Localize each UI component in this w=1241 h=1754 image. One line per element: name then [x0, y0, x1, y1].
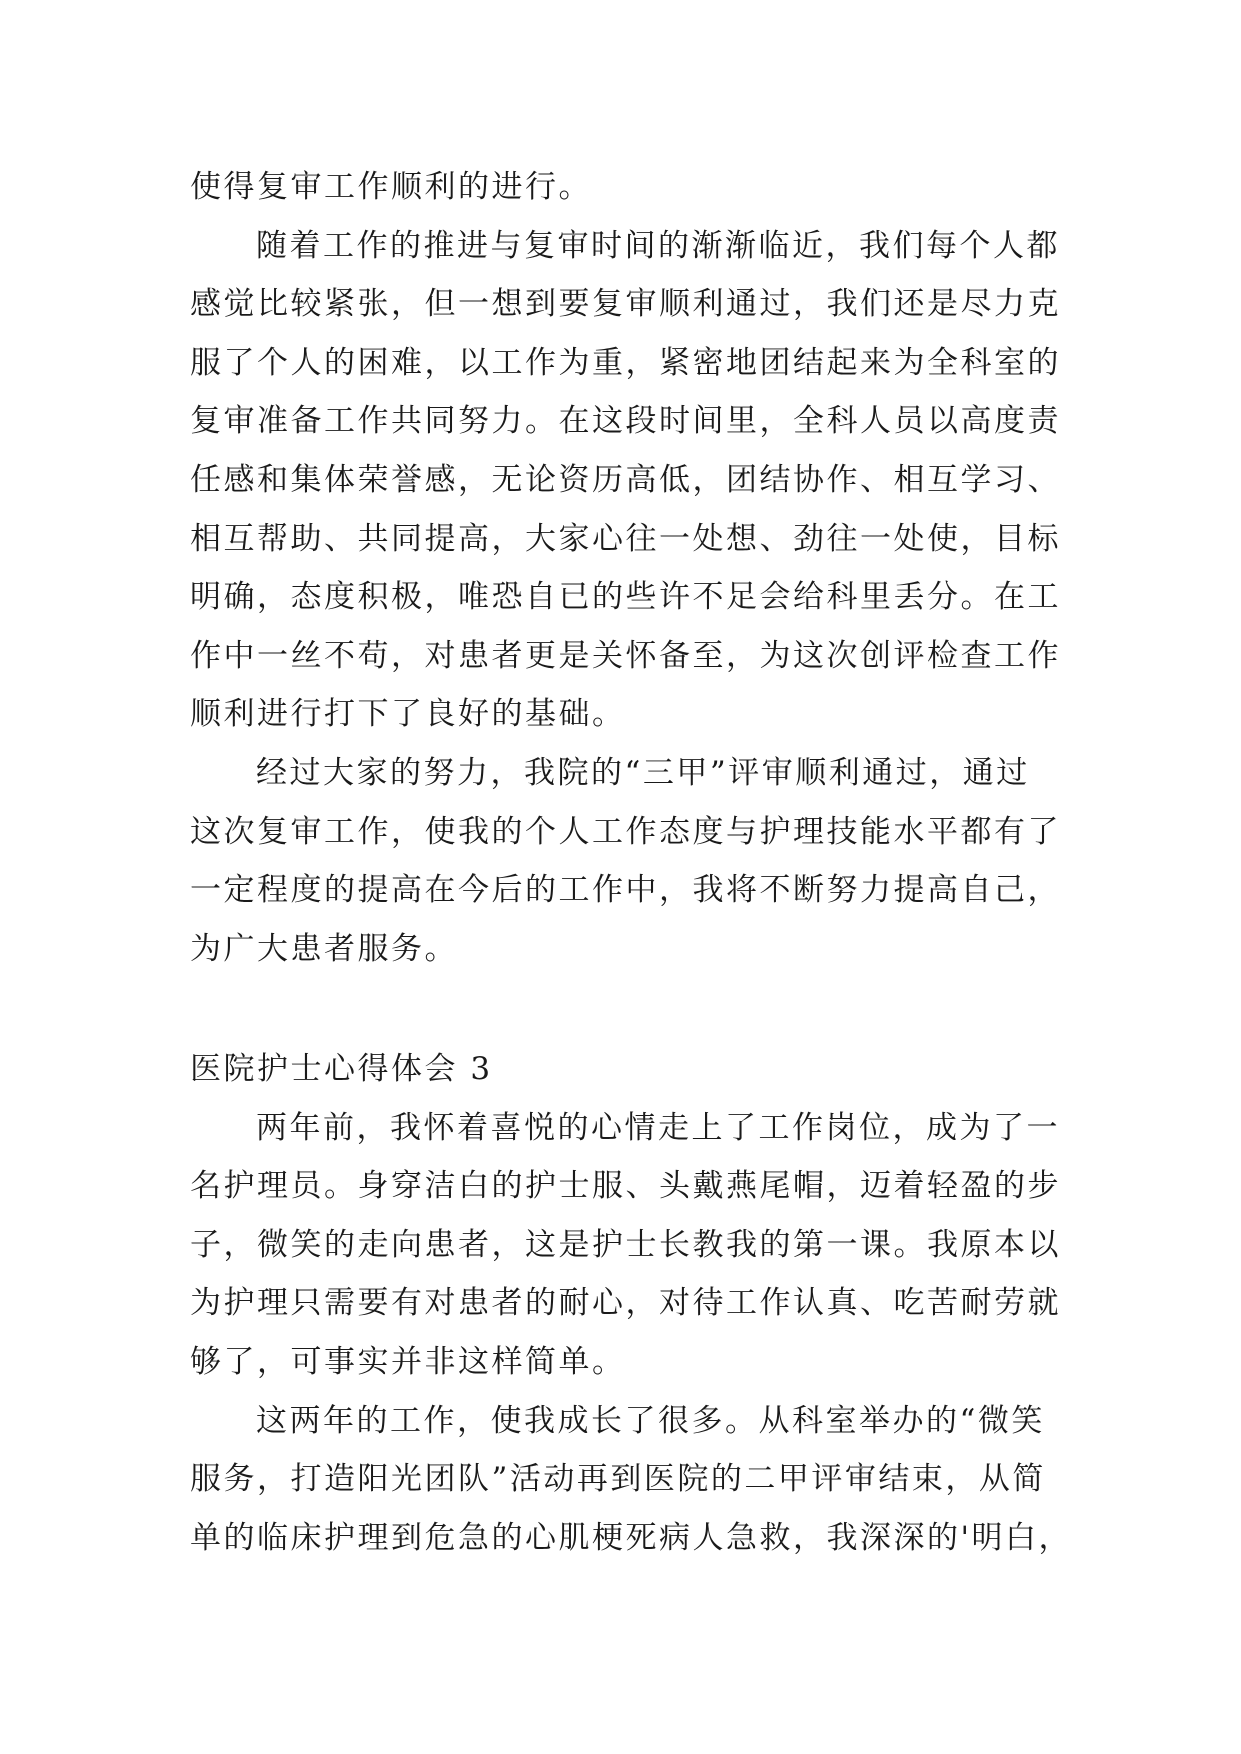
text-line: 任感和集体荣誉感，无论资历高低，团结协作、相互学习、: [190, 461, 1061, 498]
body-text-section-3: [190, 1040, 1073, 1567]
text-line: 一定程度的提高在今后的工作中，我将不断努力提高自己，: [190, 872, 1061, 909]
text-line: 两年前，我怀着喜悦的心情走上了工作岗位，成为了一: [256, 1109, 1060, 1146]
text-line: 服了个人的困难，以工作为重，紧密地团结起来为全科室的: [190, 344, 1061, 381]
text-line: 顺利进行打下了良好的基础。: [190, 696, 626, 733]
text-line: 明确，态度积极，唯恐自已的些许不足会给科里丢分。在工: [190, 579, 1061, 616]
text-line: 复审准备工作共同努力。在这段时间里，全科人员以高度责: [190, 403, 1061, 440]
section-title: 医院护士心得体会 3: [190, 1051, 493, 1087]
text-line: 为广大患者服务。: [190, 930, 458, 967]
text-line: 作中一丝不苟，对患者更是关怀备至，为这次创评检查工作: [190, 637, 1061, 674]
text-line: 使得复审工作顺利的进行。: [190, 169, 592, 205]
text-line: 为护理只需要有对患者的耐心，对待工作认真、吃苦耐劳就: [190, 1285, 1061, 1322]
text-line: 名护理员。身穿洁白的护士服、头戴燕尾帽，迈着轻盈的步: [190, 1168, 1061, 1205]
text-line: 子，微笑的走向患者，这是护士长教我的第一课。我原本以: [190, 1226, 1061, 1263]
text-line: 这次复审工作，使我的个人工作态度与护理技能水平都有了: [190, 813, 1061, 850]
text-line: 单的临床护理到危急的心肌梗死病人急救，我深深的'明白，: [190, 1519, 1073, 1556]
text-line: 服务，打造阳光团队”活动再到医院的二甲评审结束，从简: [190, 1461, 1046, 1498]
body-text-section-2: [190, 158, 1070, 978]
text-line: 这两年的工作，使我成长了很多。从科室举办的“微笑: [256, 1402, 1045, 1439]
text-line: 感觉比较紧张，但一想到要复审顺利通过，我们还是尽力克: [190, 286, 1061, 323]
text-line: 经过大家的努力，我院的“三甲”评审顺利通过，通过: [256, 754, 1030, 791]
text-line: 随着工作的推进与复审时间的渐渐临近，我们每个人都: [256, 227, 1060, 264]
text-line: 相互帮助、共同提高，大家心往一处想、劲往一处使，目标: [190, 520, 1061, 557]
text-line: 够了，可事实并非这样简单。: [190, 1343, 626, 1380]
